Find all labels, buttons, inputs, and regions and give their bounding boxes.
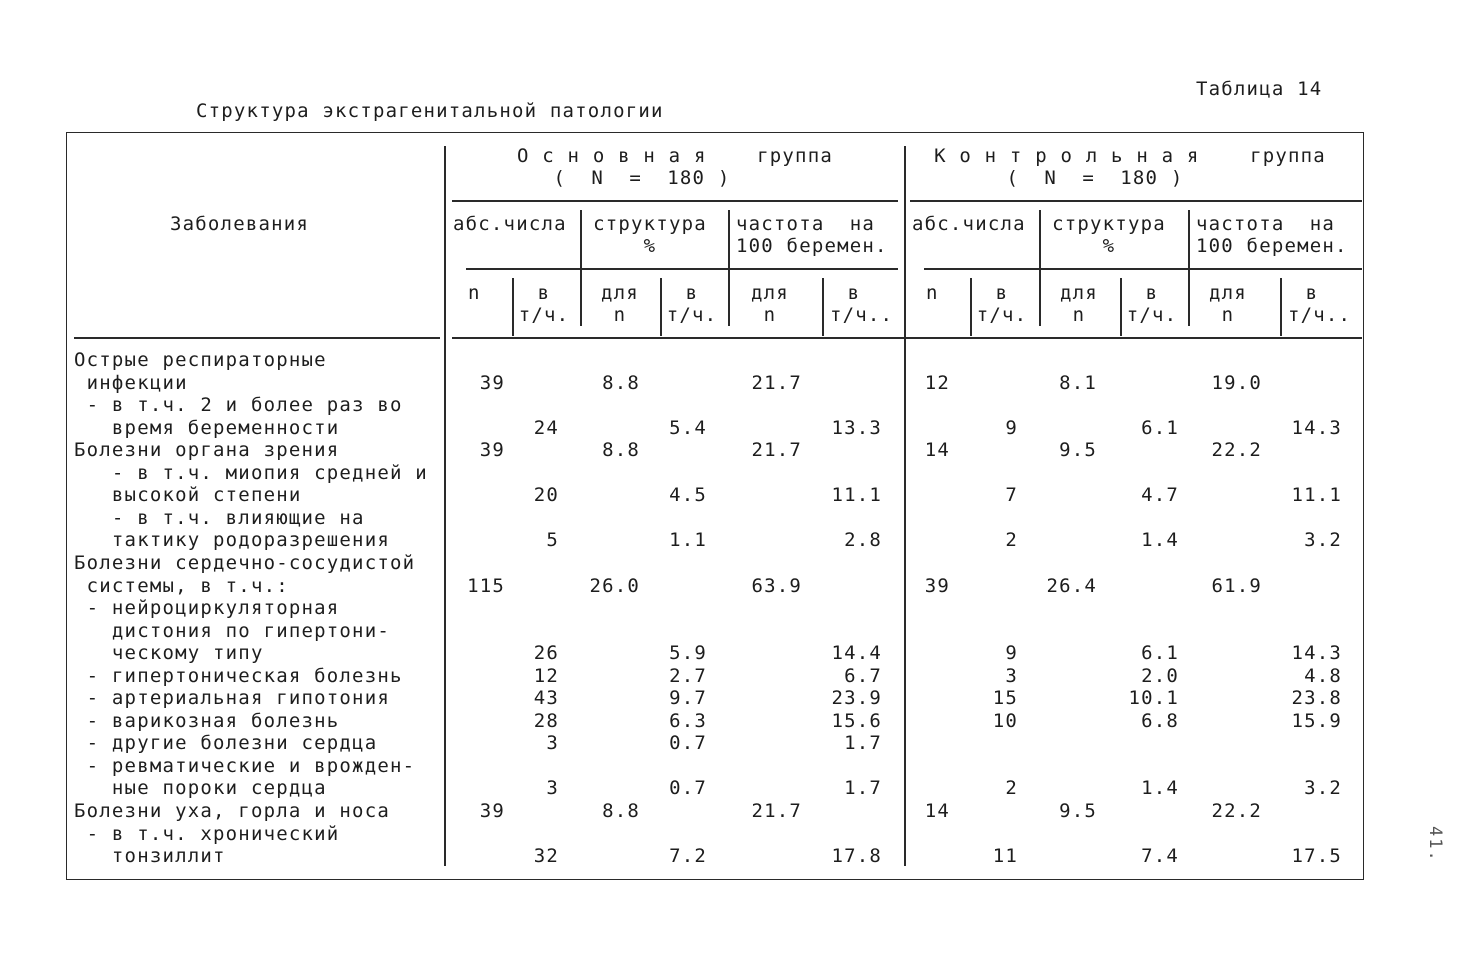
struct-header-pct: %	[1102, 235, 1116, 257]
leaf-v: т/ч..	[1288, 304, 1352, 326]
row-value: 39	[479, 371, 505, 394]
row-label: системы, в т.ч.:	[74, 574, 289, 597]
row-value: 26.0	[589, 574, 640, 597]
row-value: 23.8	[1291, 687, 1342, 710]
row-value: 14	[924, 439, 950, 462]
struct-header: структура	[593, 213, 707, 235]
row-value: 17.5	[1291, 845, 1342, 868]
leaf-v: т/ч..	[830, 304, 894, 326]
leaf-v: в	[1145, 282, 1159, 304]
row-value: 12	[924, 371, 950, 394]
row-value: 3	[1005, 664, 1018, 687]
leaf-v: в	[537, 282, 551, 304]
row-value: 6.1	[1141, 416, 1179, 439]
row-value: 11	[992, 845, 1018, 868]
divider	[924, 268, 1362, 270]
group1-name: О с н о в н а я группа	[517, 145, 833, 167]
row-value: 39	[924, 574, 950, 597]
row-value: 0.7	[669, 777, 707, 800]
leaf-dla: для	[1209, 282, 1247, 304]
row-value: 15	[992, 687, 1018, 710]
row-label: Болезни уха, горла и носа	[74, 800, 390, 822]
row-label: тактику родоразрешения	[74, 529, 390, 552]
row-value: 15.9	[1291, 709, 1342, 732]
row-label: - ревматические и врожден-	[74, 754, 416, 777]
row-value: 12	[533, 664, 559, 687]
row-label: ческому типу	[74, 642, 264, 665]
row-value: 5.9	[669, 642, 707, 665]
row-value: 6.3	[669, 709, 707, 732]
divider	[74, 337, 440, 339]
row-value: 24	[533, 416, 559, 439]
leaf-dla: для	[601, 282, 639, 304]
row-label: инфекции	[74, 371, 188, 394]
row-value: 63.9	[751, 574, 802, 597]
row-value: 4.5	[669, 484, 707, 507]
leaf-dla: для	[751, 282, 789, 304]
row-value: 1.1	[669, 529, 707, 552]
row-value: 6.8	[1141, 709, 1179, 732]
row-value: 14.3	[1291, 416, 1342, 439]
row-value: 3	[546, 777, 559, 800]
row-value: 4.7	[1141, 484, 1179, 507]
leaf-dla: для	[1060, 282, 1098, 304]
row-value: 13.3	[831, 416, 882, 439]
row-label: - в т.ч. 2 и более раз во	[74, 394, 403, 417]
row-value: 23.9	[831, 687, 882, 710]
row-label: Острые респираторные	[74, 349, 327, 371]
row-value: 14.3	[1291, 642, 1342, 665]
row-value: 1.4	[1141, 777, 1179, 800]
group2-name: К о н т р о л ь н а я группа	[934, 145, 1326, 167]
row-value: 2.8	[844, 529, 882, 552]
row-value: 22.2	[1211, 800, 1262, 822]
row-value: 15.6	[831, 709, 882, 732]
row-value: 0.7	[669, 732, 707, 755]
row-value: 115	[467, 574, 505, 597]
row-value: 8.8	[602, 371, 640, 394]
leaf-n: n	[468, 282, 481, 304]
row-value: 1.7	[844, 732, 882, 755]
row-value: 2	[1005, 777, 1018, 800]
row-label: - в т.ч. влияющие на	[74, 506, 365, 529]
leaf-dla: n	[613, 304, 627, 326]
row-value: 28	[533, 709, 559, 732]
row-value: 32	[533, 845, 559, 868]
leaf-v: в	[1305, 282, 1319, 304]
row-value: 3.2	[1304, 777, 1342, 800]
row-label: - гипертоническая болезнь	[74, 664, 403, 687]
row-value: 17.8	[831, 845, 882, 868]
row-value: 10.1	[1128, 687, 1179, 710]
leaf-dla: n	[1221, 304, 1235, 326]
group1-n: ( N = 180 )	[553, 167, 731, 189]
row-value: 7	[1005, 484, 1018, 507]
leaf-v: т/ч.	[976, 304, 1028, 326]
row-value: 14	[924, 800, 950, 822]
row-value: 8.8	[602, 800, 640, 822]
row-value: 14.4	[831, 642, 882, 665]
row-value: 9.5	[1059, 800, 1097, 822]
leaf-v: в	[685, 282, 699, 304]
row-value: 21.7	[751, 800, 802, 822]
row-value: 2.0	[1141, 664, 1179, 687]
row-label: - в т.ч. миопия средней и	[74, 461, 428, 484]
row-value: 7.4	[1141, 845, 1179, 868]
row-value: 2	[1005, 529, 1018, 552]
row-value: 1.7	[844, 777, 882, 800]
row-value: 3.2	[1304, 529, 1342, 552]
row-value: 7.2	[669, 845, 707, 868]
freq-header-2: 100 беремен.	[1196, 235, 1348, 257]
divider	[910, 200, 1362, 202]
table-title: Структура экстрагенитальной патологии	[196, 100, 664, 122]
group2-n: ( N = 180 )	[1006, 167, 1184, 189]
freq-header: частота на	[1196, 213, 1336, 235]
abs-header: абс.числа	[453, 213, 567, 235]
row-label: - в т.ч. хронический	[74, 822, 340, 845]
struct-header-pct: %	[643, 235, 657, 257]
leaf-n: n	[926, 282, 939, 304]
row-value: 2.7	[669, 664, 707, 687]
row-value: 9.7	[669, 687, 707, 710]
row-value: 26.4	[1046, 574, 1097, 597]
struct-header: структура	[1052, 213, 1166, 235]
leaf-v: в	[995, 282, 1009, 304]
leaf-v: т/ч.	[666, 304, 718, 326]
divider	[466, 268, 898, 270]
row-label: Болезни органа зрения	[74, 439, 340, 462]
row-label: ные пороки сердца	[74, 777, 327, 800]
row-value: 20	[533, 484, 559, 507]
row-label: - нейроциркуляторная	[74, 597, 340, 620]
row-value: 10	[992, 709, 1018, 732]
row-value: 6.7	[844, 664, 882, 687]
header-disease: Заболевания	[170, 213, 310, 235]
leaf-dla: n	[763, 304, 777, 326]
row-value: 9	[1005, 416, 1018, 439]
row-label: - варикозная болезнь	[74, 709, 340, 732]
row-value: 21.7	[751, 439, 802, 462]
row-value: 4.8	[1304, 664, 1342, 687]
page-number: 41.	[1425, 826, 1445, 863]
row-value: 3	[546, 732, 559, 755]
divider	[728, 210, 730, 326]
row-label: тонзиллит	[74, 845, 226, 868]
leaf-dla: n	[1072, 304, 1086, 326]
divider	[452, 200, 898, 202]
row-label: - артериальная гипотония	[74, 687, 390, 710]
row-value: 5.4	[669, 416, 707, 439]
row-value: 8.1	[1059, 371, 1097, 394]
table-number: Таблица 14	[1196, 78, 1323, 100]
row-value: 1.4	[1141, 529, 1179, 552]
freq-header: частота на	[736, 213, 876, 235]
row-value: 5	[546, 529, 559, 552]
row-label: - другие болезни сердца	[74, 732, 378, 755]
divider	[452, 337, 1362, 339]
row-value: 26	[533, 642, 559, 665]
freq-header-2: 100 беремен.	[736, 235, 888, 257]
row-label: дистония по гипертони-	[74, 619, 390, 642]
row-label: время беременности	[74, 416, 340, 439]
row-value: 61.9	[1211, 574, 1262, 597]
row-value: 6.1	[1141, 642, 1179, 665]
divider	[904, 146, 906, 866]
row-value: 11.1	[831, 484, 882, 507]
row-value: 39	[479, 800, 505, 822]
divider	[444, 146, 446, 866]
row-value: 8.8	[602, 439, 640, 462]
abs-header: абс.числа	[912, 213, 1026, 235]
row-value: 43	[533, 687, 559, 710]
row-value: 9	[1005, 642, 1018, 665]
row-label: высокой степени	[74, 484, 302, 507]
row-value: 39	[479, 439, 505, 462]
row-value: 21.7	[751, 371, 802, 394]
leaf-v: т/ч.	[518, 304, 570, 326]
row-value: 22.2	[1211, 439, 1262, 462]
row-value: 19.0	[1211, 371, 1262, 394]
row-label: Болезни сердечно-сосудистой	[74, 551, 416, 574]
leaf-v: т/ч.	[1126, 304, 1178, 326]
row-value: 9.5	[1059, 439, 1097, 462]
row-value: 11.1	[1291, 484, 1342, 507]
leaf-v: в	[847, 282, 861, 304]
